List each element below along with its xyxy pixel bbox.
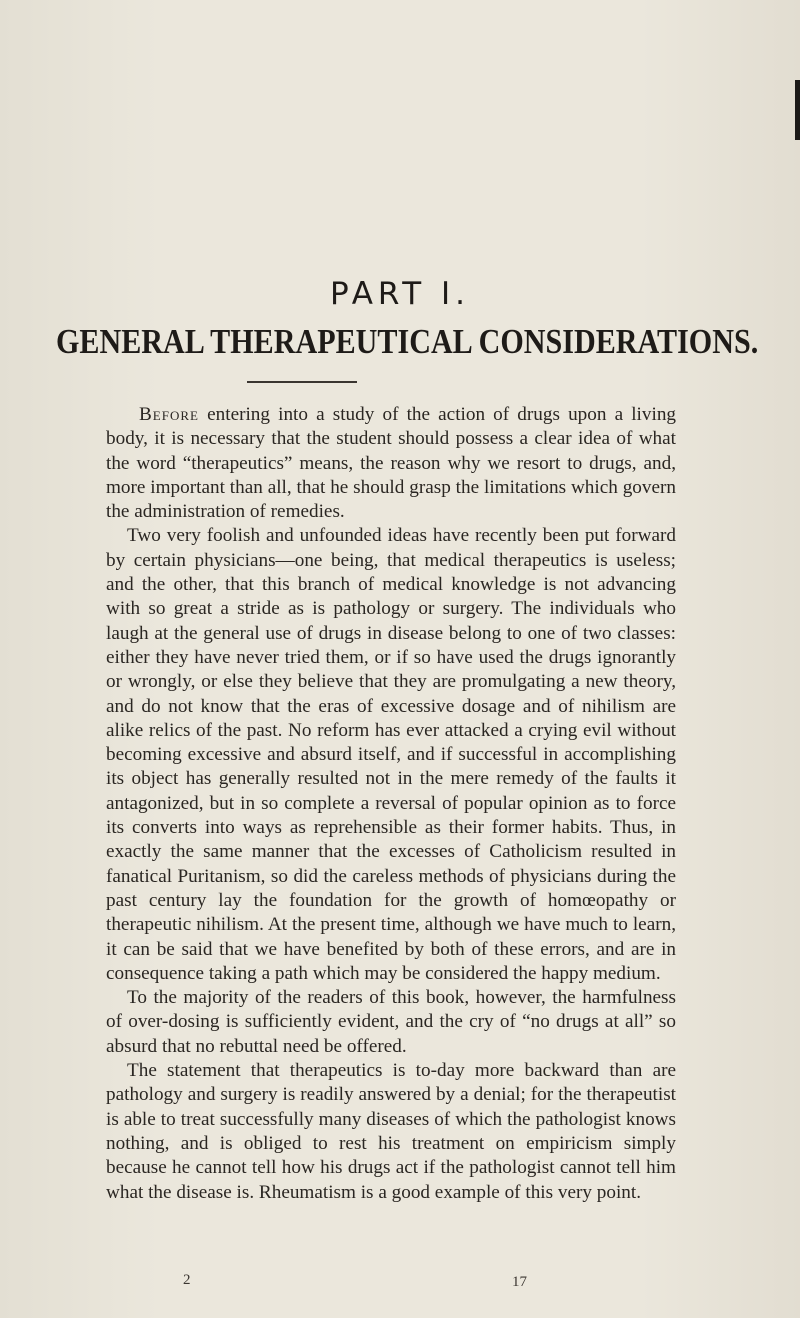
page-edge-mark (795, 80, 800, 140)
paragraph-1-text: entering into a study of the action of drugs upon a living body, it is necessary that the student should possess a clear idea of what the word “therapeutics” means, the reason why we resort to drugs, and, more important than all, that he should grasp the limitations which govern the administration of remedies. (106, 404, 677, 523)
paragraph-3: To the majority of the readers of this book, however, the harmfulness of over-dosing is sufficiently evident, and the cry of “no drugs at all” so absurd that no rebuttal need be offered. (106, 987, 676, 1057)
paragraph-4: The statement that therapeutics is to-day more backward than are pathology and surgery is readily answered by a denial; for the therapeutist is able to treat successfully many diseases of which the pathologist knows nothing, and is obliged to rest his treatment on empiricism simply because he cannot tell how his drugs act if the pathologist cannot tell him what the disease is. Rheumatism is a good example of this very point. (106, 1060, 676, 1203)
body-text (106, 403, 676, 1205)
page-number: 17 (512, 1274, 527, 1290)
part-heading: PART I. (330, 276, 470, 312)
paragraph-2: Two very foolish and unfounded ideas have recently been put forward by certain physicians—one being, that medical therapeutics is useless; and the other, that this branch of medical knowledge is not advancing with so great a stride as is pathology or surgery. The individuals who laugh at the general use of drugs in disease belong to one of two classes: either they have never tried them, or if so have used the drugs ignorantly or wrongly, or else they believe that they are promulgating a new theory, and do not know that the eras of excessive dosage and of nihilism are alike relics of the past. No reform has ever attacked a crying evil without becoming excessive and absurd itself, and if successful in accomplishing its object has generally resulted not in the mere remedy of the faults it antagonized, but in so complete a reversal of popular opinion as to force its converts into ways as reprehensible as their former habits. Thus, in exactly the same manner that the excesses of Catholicism resulted in fanatical Puritanism, so did the careless methods of physicians during the past century lay the foundation for the growth of homœopathy or therapeutic nihilism. At the present time, although we have much to learn, it can be said that we have benefited by both of these errors, and are in consequence taking a path which may be considered the happy medium. (106, 525, 676, 984)
section-title: GENERAL THERAPEUTICAL CONSIDERATIONS. (56, 322, 759, 361)
page-footer (0, 1272, 800, 1294)
paragraph-1-lead: Before (139, 404, 199, 425)
paragraph-1 (106, 403, 676, 524)
signature-mark: 2 (183, 1272, 191, 1288)
title-rule (247, 381, 357, 383)
